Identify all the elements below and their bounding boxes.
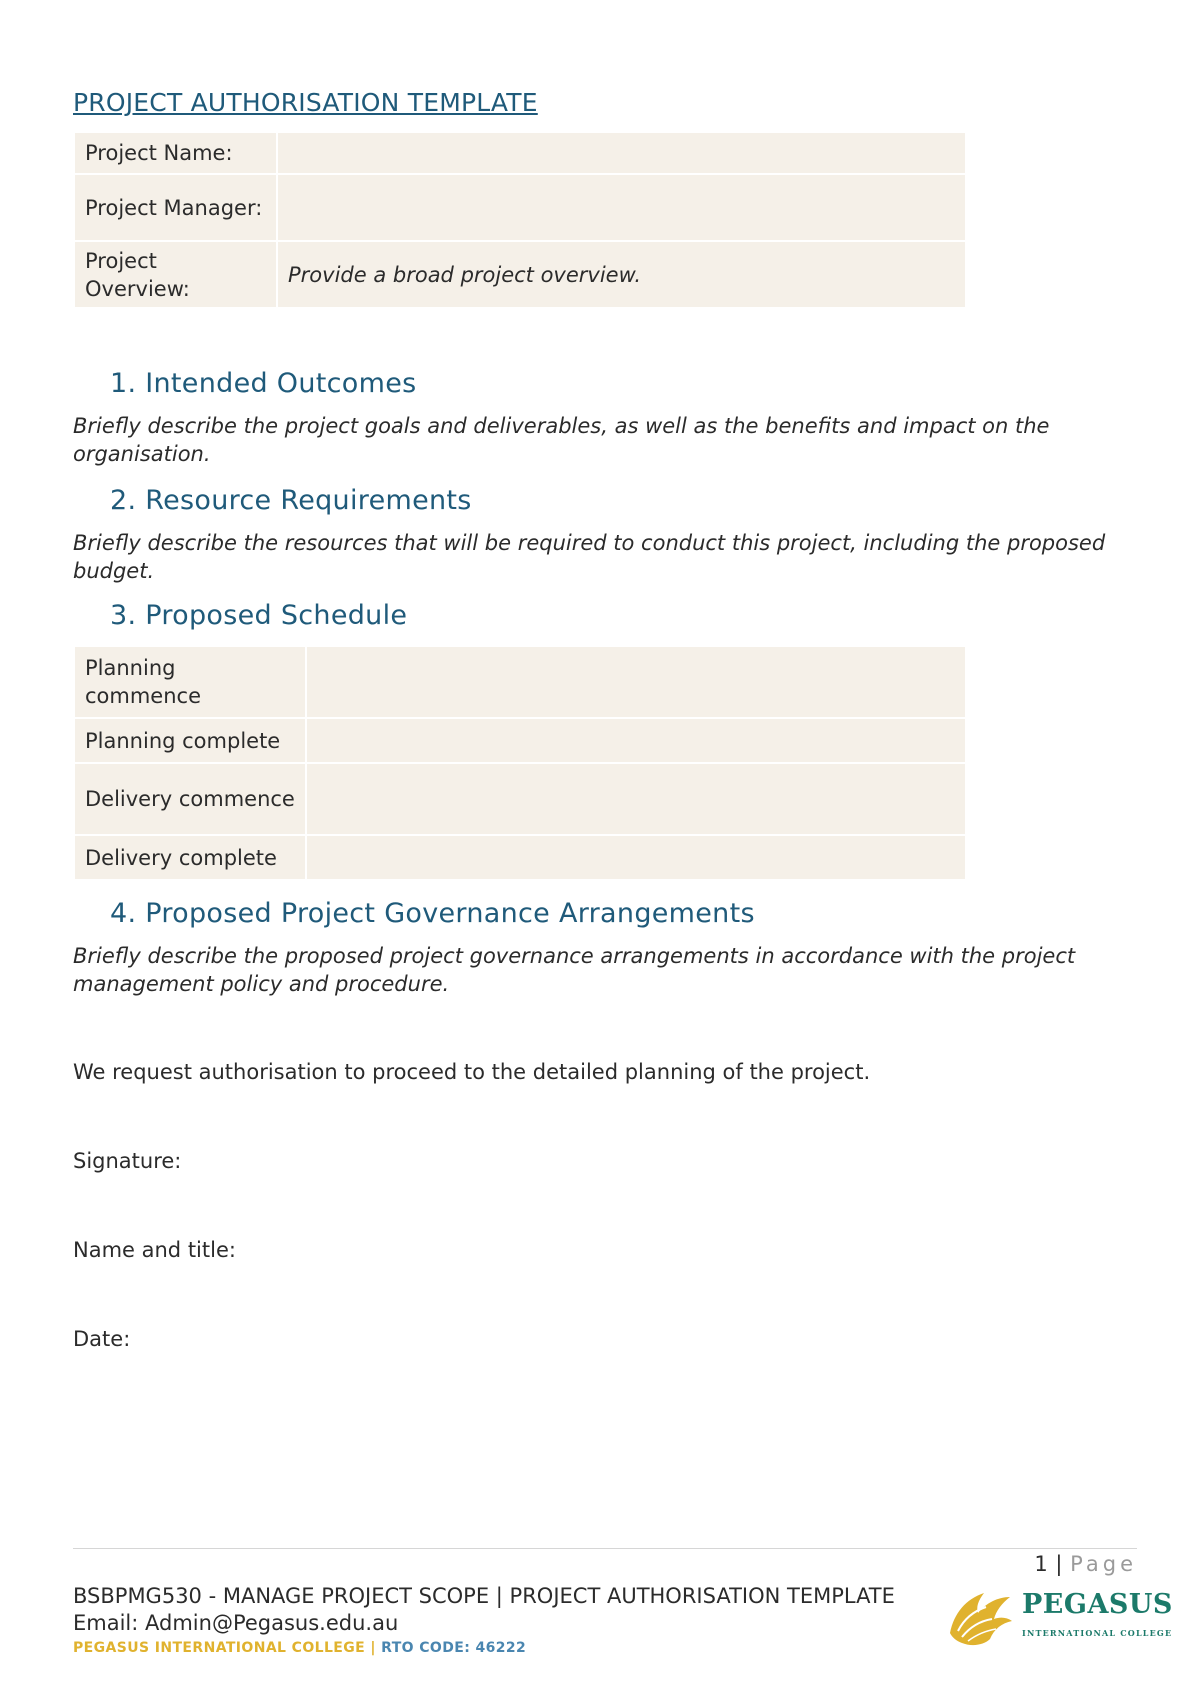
section-heading-resource-requirements: 2. Resource Requirements [110, 485, 472, 516]
delivery-complete-value[interactable] [306, 835, 966, 880]
winged-horse-logo-icon [944, 1583, 1016, 1651]
delivery-complete-label: Delivery complete [74, 835, 306, 880]
footer-divider [73, 1548, 1137, 1549]
project-name-label: Project Name: [74, 132, 277, 174]
section-heading-intended-outcomes: 1. Intended Outcomes [110, 368, 417, 399]
delivery-commence-label: Delivery commence [74, 763, 306, 835]
document-title: PROJECT AUTHORISATION TEMPLATE [73, 88, 538, 117]
project-overview-value[interactable]: Provide a broad project overview. [277, 241, 966, 308]
pegasus-logo [944, 1583, 1173, 1651]
planning-commence-label: Planning commence [74, 646, 306, 718]
page-number [1034, 1552, 1137, 1576]
section-heading-governance: 4. Proposed Project Governance Arrangements [110, 898, 755, 929]
delivery-commence-value[interactable] [306, 763, 966, 835]
project-name-value[interactable] [277, 132, 966, 174]
table-row [74, 174, 966, 241]
footer-email-line[interactable]: Email: Admin@Pegasus.edu.au [73, 1611, 399, 1635]
section-body-resource-requirements: Briefly describe the resources that will be required to conduct this project, including the proposed budget. [73, 531, 1106, 583]
logo-subtitle: INTERNATIONAL COLLEGE [1022, 1628, 1173, 1638]
project-overview-label: Project Overview: [74, 241, 277, 308]
project-info-table [73, 131, 967, 309]
footer-course-line: BSBPMG530 - MANAGE PROJECT SCOPE | PROJECT AUTHORISATION TEMPLATE [73, 1584, 895, 1608]
page-number-value: 1 [1034, 1552, 1049, 1576]
page-number-separator: | [1055, 1552, 1063, 1576]
table-row [74, 646, 966, 718]
date-label: Date: [73, 1327, 131, 1351]
rto-code: RTO CODE: 46222 [381, 1640, 527, 1656]
project-manager-value[interactable] [277, 174, 966, 241]
table-row [74, 835, 966, 880]
college-separator: | [370, 1640, 376, 1656]
planning-complete-label: Planning complete [74, 718, 306, 763]
page-word: Page [1070, 1552, 1137, 1576]
schedule-table [73, 645, 967, 881]
name-title-label: Name and title: [73, 1238, 236, 1262]
project-manager-label: Project Manager: [74, 174, 277, 241]
table-row [74, 241, 966, 308]
authorisation-request-text: We request authorisation to proceed to the detailed planning of the project. [73, 1060, 871, 1084]
footer-college-line [73, 1640, 526, 1656]
section-heading-proposed-schedule: 3. Proposed Schedule [110, 600, 408, 631]
planning-complete-value[interactable] [306, 718, 966, 763]
section-body-intended-outcomes: Briefly describe the project goals and deliverables, as well as the benefits and impact on the organisation. [73, 414, 1050, 466]
planning-commence-value[interactable] [306, 646, 966, 718]
section-body-governance: Briefly describe the proposed project governance arrangements in accordance with the project management policy and procedure. [73, 944, 1076, 996]
logo-wordmark: PEGASUS [1022, 1589, 1173, 1620]
signature-label: Signature: [73, 1149, 182, 1173]
table-row [74, 132, 966, 174]
table-row [74, 718, 966, 763]
table-row [74, 763, 966, 835]
college-name: PEGASUS INTERNATIONAL COLLEGE [73, 1640, 366, 1656]
